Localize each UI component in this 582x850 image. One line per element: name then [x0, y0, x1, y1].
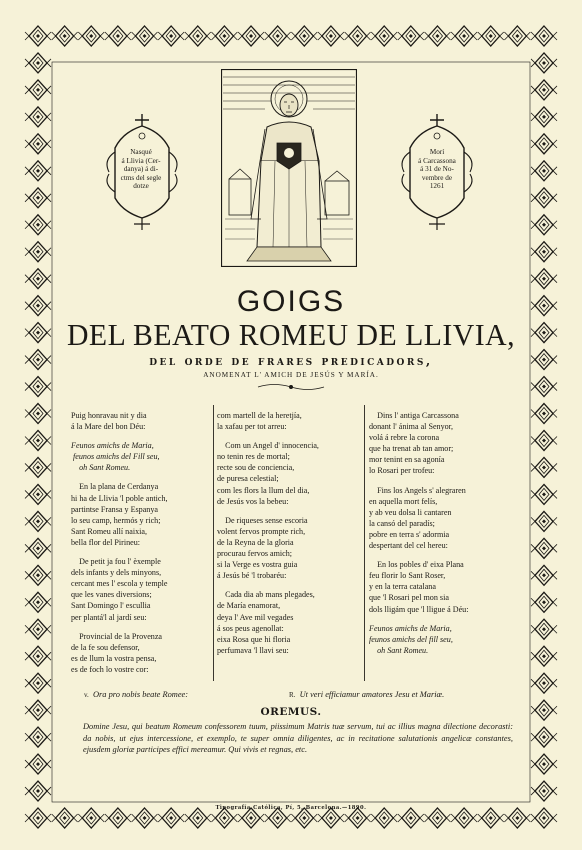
border-diamond	[25, 754, 51, 774]
subtitle: DEL BEATO ROMEU DE LLIVIA,	[66, 317, 516, 352]
border-diamond	[78, 26, 104, 46]
border-diamond	[398, 808, 424, 828]
verse-line: De petit ja fou l' èxemple	[71, 557, 161, 567]
verse-line: á la Mare del bon Déu:	[71, 422, 146, 432]
verse-line: despertant del cel hereu:	[369, 541, 448, 551]
verse-line: feu florir lo Sant Roser,	[369, 571, 446, 581]
border-diamond	[398, 26, 424, 46]
border-diamond	[52, 26, 78, 46]
border-diamond	[531, 80, 557, 100]
verse-column-3	[369, 410, 509, 656]
border-diamond	[25, 673, 51, 693]
border-diamond	[25, 53, 51, 73]
verse-line: á Jesús bé 'l trobaréu:	[217, 571, 287, 581]
border-diamond	[25, 457, 51, 477]
border-diamond	[25, 242, 51, 262]
border-diamond	[451, 808, 477, 828]
verse-line: recte sou de conciencia,	[217, 463, 295, 473]
versicle	[84, 690, 188, 699]
verse-line: que ha trenat ab tan amor;	[369, 444, 454, 454]
border-diamond	[531, 754, 557, 774]
verse-line: com martell de la heretjía,	[217, 411, 302, 420]
border-diamond	[105, 808, 131, 828]
border-diamond	[531, 646, 557, 666]
border-diamond	[371, 26, 397, 46]
border-diamond	[25, 808, 51, 828]
border-diamond	[345, 808, 371, 828]
verse-line: lo seu camp, hermós y rich;	[71, 515, 161, 525]
border-diamond	[531, 511, 557, 531]
border-diamond	[132, 26, 158, 46]
saint-portrait-engraving	[221, 69, 357, 267]
verse-line: de puresa celestial;	[217, 474, 279, 484]
stanza-gap	[369, 615, 509, 623]
border-diamond	[158, 808, 184, 828]
verse-line: Sant Romeu allí naixia,	[71, 526, 147, 536]
verse-line: lo Rosari per trofeu:	[369, 466, 435, 476]
verse-line: pobre en terra s' adormia	[369, 529, 450, 539]
verse-line: deya l' Ave mil vegades	[217, 612, 294, 622]
verse-line: dels infants y dels minyons,	[71, 568, 162, 578]
birth-note-line: Nasqué	[130, 148, 152, 156]
birth-note-line: á Llivia (Cer-	[121, 156, 161, 165]
verse-line: feunos amichs del Fill seu,	[71, 452, 160, 462]
stanza	[369, 559, 509, 614]
border-diamond	[25, 538, 51, 558]
stanza-gap	[217, 507, 377, 515]
border-diamond	[531, 53, 557, 73]
verse-line: volá á rebre la corona	[369, 433, 440, 443]
verse-line: eixa Rosa que hi floria	[217, 634, 291, 644]
verse-line: volent fervos prompte rich,	[217, 526, 306, 536]
border-diamond	[25, 619, 51, 639]
verse-line: es de llum la vostra pensa,	[71, 653, 157, 663]
border-diamond	[424, 808, 450, 828]
verse-line: Cada dia ab mans plegades,	[217, 590, 315, 600]
border-diamond	[25, 188, 51, 208]
verse-line: y en la terra catalana	[369, 582, 436, 592]
verse-line: de la fe sou defensor,	[71, 642, 140, 652]
verse-line: dols lligám que 'l lligue á Déu:	[369, 604, 469, 614]
verse-line: cercant mes l' escola y temple	[71, 579, 168, 589]
border-diamond	[371, 808, 397, 828]
border-diamond	[531, 592, 557, 612]
verse-line: y ab veu dolsa li cantaren	[369, 507, 452, 517]
death-note-line: Morí	[429, 148, 445, 156]
verse-line: bella flor del Pirineu:	[71, 537, 141, 547]
border-diamond	[25, 430, 51, 450]
border-diamond	[291, 26, 317, 46]
border-diamond	[531, 161, 557, 181]
border-diamond	[211, 26, 237, 46]
death-note-line: á Carcassona	[418, 156, 456, 165]
border-diamond	[451, 26, 477, 46]
border-diamond	[238, 808, 264, 828]
border-diamond	[25, 781, 51, 801]
verse-line: perfumava 'l llavi seu:	[217, 645, 289, 655]
border-diamond	[531, 457, 557, 477]
border-diamond	[25, 215, 51, 235]
verse-line: feunos amichs del fill seu,	[369, 634, 453, 644]
border-diamond	[25, 134, 51, 154]
border-diamond	[25, 161, 51, 181]
verse-line: de la Reyna de la gloria	[217, 537, 294, 547]
border-diamond	[25, 727, 51, 747]
border-diamond	[478, 26, 504, 46]
verse-line: hi ha de Llivia 'l poble antich,	[71, 493, 168, 503]
verse-column-2	[217, 410, 377, 656]
birth-note	[116, 148, 166, 191]
border-diamond	[25, 592, 51, 612]
verse-line: de María enamorat,	[217, 601, 281, 611]
stanza-gap	[369, 477, 509, 485]
birth-note-line: danya) á di-	[123, 165, 159, 174]
border-diamond	[531, 781, 557, 801]
death-note	[410, 148, 464, 191]
verse-line: Feunos amichs de Maria,	[369, 623, 452, 633]
stanza	[369, 485, 509, 552]
border-diamond	[25, 404, 51, 424]
border-diamond	[318, 808, 344, 828]
death-note-line: á 31 de No-	[420, 165, 454, 174]
verse-line: no tenin res de mortal;	[217, 452, 290, 462]
border-diamond	[531, 430, 557, 450]
border-diamond	[504, 808, 530, 828]
title-flourish	[256, 382, 326, 392]
border-diamond	[531, 134, 557, 154]
verse-line: De riqueses sense escoria	[217, 515, 308, 525]
versicle-text: Ora pro nobis beate Romee:	[92, 690, 189, 699]
verse-line: en aquella mort felís,	[369, 496, 438, 506]
verse-line: per plantá'l al jardí seu:	[71, 612, 147, 622]
border-diamond	[478, 808, 504, 828]
verse-line: es de foch lo vostre cor:	[71, 664, 149, 674]
border-diamond	[25, 484, 51, 504]
verse-line: oh Sant Romeu.	[369, 645, 429, 655]
border-diamond	[504, 26, 530, 46]
border-diamond	[25, 646, 51, 666]
border-diamond	[531, 808, 557, 828]
response-mark: R.	[289, 691, 296, 699]
border-diamond	[531, 673, 557, 693]
versicle-mark: v.	[84, 691, 89, 699]
border-diamond	[531, 215, 557, 235]
verse-line: de Jesús vos la bebeu:	[217, 496, 289, 506]
verse-line: la cansó del paradís;	[369, 518, 435, 528]
border-diamond	[531, 565, 557, 585]
verse-line: partintse Fransa y Espanya	[71, 504, 158, 514]
border-diamond	[318, 26, 344, 46]
border-diamond	[424, 26, 450, 46]
border-diamond	[531, 26, 557, 46]
verse-line: Feunos amichs de Maria,	[71, 441, 154, 451]
border-diamond	[78, 808, 104, 828]
verse-line: si la Verge es vostra guia	[217, 560, 298, 570]
stanza-gap	[369, 551, 509, 559]
stanza-gap	[217, 432, 377, 440]
border-diamond	[531, 242, 557, 262]
response-text: Ut veri efficiamur amatores Jesu et Mariæ.	[299, 690, 445, 699]
border-diamond	[25, 511, 51, 531]
verse-line: que les vanes diversions;	[71, 590, 152, 600]
verse-line: procurau fervos amich;	[217, 549, 293, 559]
border-diamond	[105, 26, 131, 46]
border-diamond	[25, 107, 51, 127]
verse-line: la xafau per tot arreu:	[217, 422, 287, 432]
verse-line: Sant Domingo l' escullia	[71, 601, 151, 611]
verse-line: mor tenint en sa agonía	[369, 455, 445, 465]
border-diamond	[211, 808, 237, 828]
border-diamond	[185, 26, 211, 46]
verse-line: com les flors la llum del dia,	[217, 485, 310, 495]
epithet-line: ANOMENAT L' AMICH DE JESÚS Y MARÍA.	[203, 371, 379, 379]
border-diamond	[531, 107, 557, 127]
border-diamond	[25, 565, 51, 585]
birth-note-line: ctms del segle	[120, 173, 162, 182]
oremus-heading: OREMUS.	[260, 706, 322, 718]
border-diamond	[238, 26, 264, 46]
column-divider-2	[364, 405, 365, 681]
verse-line: Provincial de la Provenza	[71, 631, 163, 641]
death-note-line: 1261	[429, 182, 445, 191]
border-diamond	[291, 808, 317, 828]
border-diamond	[25, 26, 51, 46]
border-diamond	[531, 188, 557, 208]
printer-imprint: Tipografía Católica, Pí, 5, Barcelona.—1890.	[215, 805, 367, 811]
border-diamond	[25, 80, 51, 100]
verse-line: oh Sant Romeu.	[71, 463, 131, 473]
response	[289, 690, 444, 699]
border-diamond	[265, 808, 291, 828]
verse-line: En la plana de Cerdanya	[71, 482, 159, 492]
border-diamond	[531, 538, 557, 558]
verse-line: En los pobles d' eixa Plana	[369, 560, 464, 570]
verse-line: Com un Angel d' innocencia,	[217, 441, 319, 451]
oremus-prayer: Domine Jesu, qui beatum Romeum confessorem tuum, piissimum Matris tuæ servum, tui ac illius magna dilectione decorasti: da nobis, ut ejus intercessione, et exemplo, te super omnia diligentes, ac in recitatione salutationis angelicæ constantes, ejusdem gloriæ participes effici mereamur. Qui vivis et regnas, etc.	[83, 722, 513, 755]
border-diamond	[158, 26, 184, 46]
column-divider-1	[213, 405, 214, 681]
stanza	[217, 589, 377, 656]
stanza	[217, 515, 377, 582]
border-diamond	[52, 808, 78, 828]
border-diamond	[531, 404, 557, 424]
verse-line: que 'l Rosari pel mon sia	[369, 593, 449, 603]
main-title: GOIGS	[236, 285, 346, 318]
birth-note-line: dotze	[133, 182, 149, 191]
verse-line: á sos peus agenollat:	[217, 623, 284, 633]
border-diamond	[531, 484, 557, 504]
order-line: del orde de frares predicadors,	[149, 353, 433, 368]
border-diamond	[531, 727, 557, 747]
border-diamond	[345, 26, 371, 46]
border-diamond	[132, 808, 158, 828]
border-diamond	[265, 26, 291, 46]
stanza	[217, 440, 377, 507]
verse-line: Puig honravau nit y dia	[71, 411, 147, 420]
border-diamond	[185, 808, 211, 828]
death-note-line: vembre de	[421, 173, 453, 182]
refrain	[369, 623, 509, 656]
border-diamond	[531, 619, 557, 639]
stanza	[369, 410, 509, 477]
verse-line: Fins los Angels s' alegraren	[369, 485, 466, 495]
verse-line: Dins l' antiga Carcassona	[369, 411, 459, 420]
stanza	[217, 410, 377, 432]
verse-line: donant l' ánima al Senyor,	[369, 422, 454, 432]
stanza-gap	[217, 581, 377, 589]
